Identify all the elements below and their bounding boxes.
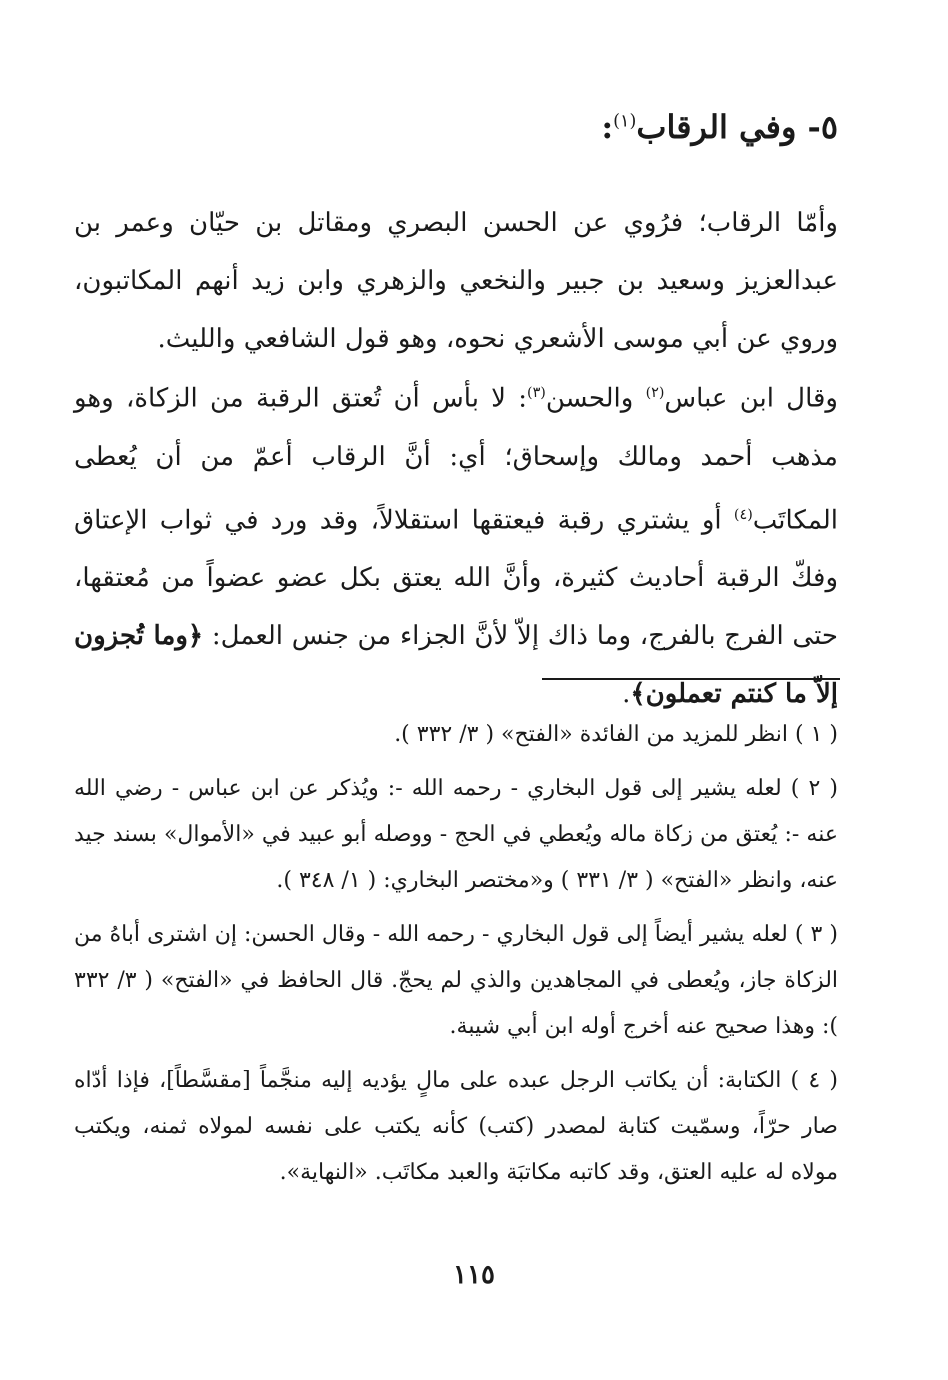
footnote-1: ( ١ ) انظر للمزيد من الفائدة «الفتح» ( ٣/ ٣٣٢ ). xyxy=(394,722,838,747)
section-heading xyxy=(601,108,838,146)
footnote-ref-2[interactable]: (٢) xyxy=(645,385,665,401)
footnote-ref-3[interactable]: (٣) xyxy=(527,385,546,401)
page-number: ١١٥ xyxy=(453,1260,495,1290)
paragraph-text: وقال ابن عباس xyxy=(664,383,838,414)
footnote-ref-4[interactable]: (٤) xyxy=(733,506,753,523)
section-heading-colon: : xyxy=(601,108,614,146)
paragraph-text: والحسن xyxy=(545,383,646,414)
footnote-4: ( ٤ ) الكتابة: أن يكاتب الرجل عبده على مالٍ يؤديه إليه منجَّماً [مقسَّطاً]، فإذا أدّاه صار حرّاً، وسمّيت كتابة لمصدر (كتب) كأنه يكتب على نفسه لمولاه ثمنه، ويكتب مولاه له عليه العتق، وقد كاتبه مكاتبَة والعبد مكاتَب. «النهاية». xyxy=(74,1068,838,1185)
paragraph-text: : لا بأس أن تُعتق الرقبة من الزكاة، وهو مذهب أحمد ومالك وإسحاق؛ أي: أنَّ الرقاب أعمّ من أن يُعطى المكاتَب xyxy=(74,383,838,536)
quran-verse: ﴿وما تُجزون إلاّ ما كنتم تعملون﴾ xyxy=(74,621,838,710)
paragraph-text: أو يشتري رقبة فيعتقها استقلالاً، وقد ورد في ثواب الإعتاق وفكّ الرقبة أحاديث كثيرة، وأنَّ الله يعتق بكل عضو عضواً من مُعتقها، حتى الفرج بالفرج، وما ذاك إلاّ لأنَّ الجزاء من جنس العمل: xyxy=(74,505,838,652)
footnote-ref-1[interactable]: (١) xyxy=(613,111,637,132)
paragraph-ibn-abbas xyxy=(74,364,838,723)
footnote-2: ( ٢ ) لعله يشير إلى قول البخاري - رحمه الله -: ويُذكر عن ابن عباس - رضي الله عنه -: يُعتق من زكاة ماله ويُعطي في الحج - ووصله أبو عبيد في «الأموال» بسند جيد عنه، وانظر «الفتح» ( ٣/ ٣٣١ ) و«مختصر البخاري: ( ١/ ٣٤٨ ). xyxy=(74,776,839,893)
footnote-divider xyxy=(542,678,840,680)
footnote-3: ( ٣ ) لعله يشير أيضاً إلى قول البخاري - رحمه الله - وقال الحسن: إن اشترى أباهُ من الزكاة جاز، ويُعطى في المجاهدين والذي لم يحجّ. قال الحافظ في «الفتح» ( ٣/ ٣٣٢ ): وهذا صحيح عنه أخرج أوله ابن أبي شيبة. xyxy=(74,922,839,1039)
footnotes xyxy=(74,712,838,1204)
section-heading-text: ٥- وفي الرقاب xyxy=(636,108,838,146)
paragraph-slaves-intro: وأمّا الرقاب؛ فرُوي عن الحسن البصري ومقاتل بن حيّان وعمر بن عبدالعزيز وسعيد بن جبير والنخعي والزهري وابن زيد أنهم المكاتبون، وروي عن أبي موسى الأشعري نحوه، وهو قول الشافعي والليث. xyxy=(74,208,839,354)
paragraph-end: . xyxy=(622,679,631,710)
